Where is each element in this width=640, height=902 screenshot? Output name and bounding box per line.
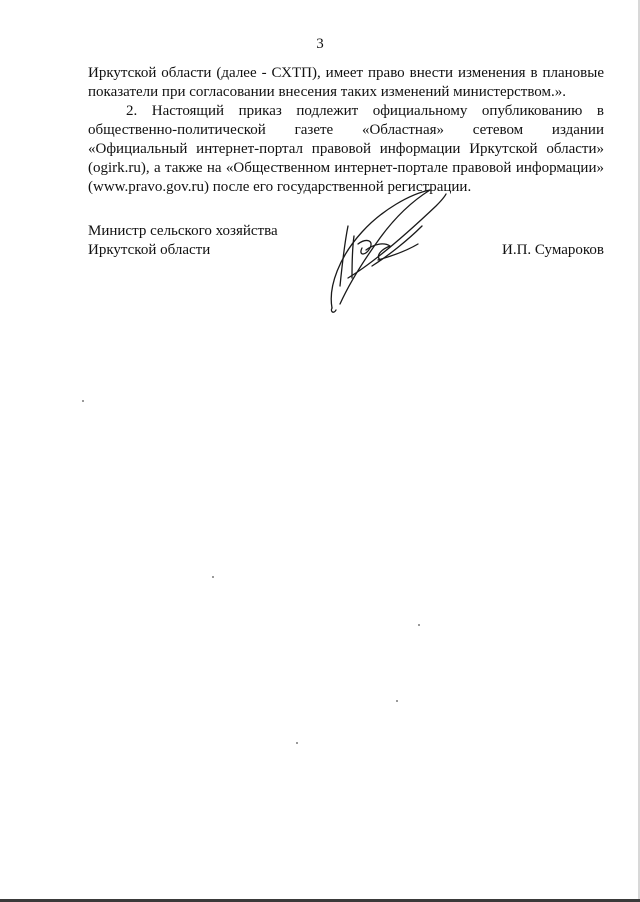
signatory-title-line2: Иркутской области	[88, 242, 211, 258]
scan-speck	[418, 624, 420, 626]
signatory-title-line1: Министр сельского хозяйства	[88, 223, 278, 239]
page-number: 3	[316, 36, 324, 52]
signatory-name: И.П. Сумароков	[501, 242, 604, 258]
scan-speck	[296, 742, 298, 744]
paragraph-continuation: Иркутской области (далее - СХТП), имеет право внести изменения в плановые показатели при согласовании внесения таких изменений министерством.».	[88, 65, 604, 100]
scan-speck	[82, 400, 84, 402]
scan-speck	[396, 700, 398, 702]
handwritten-signature-icon	[318, 186, 452, 316]
scan-speck	[212, 576, 214, 578]
document-body	[88, 64, 604, 197]
paragraph-publication: 2. Настоящий приказ подлежит официальному опубликованию в общественно-политической газете «Областная» сетевом издании «Официальный интернет-портал правовой информации Иркутской области» (ogirk.ru), а также на «Общественном интернет-портале правовой информации» (www.pravo.gov.ru) после его государственной регистрации.	[88, 103, 604, 195]
